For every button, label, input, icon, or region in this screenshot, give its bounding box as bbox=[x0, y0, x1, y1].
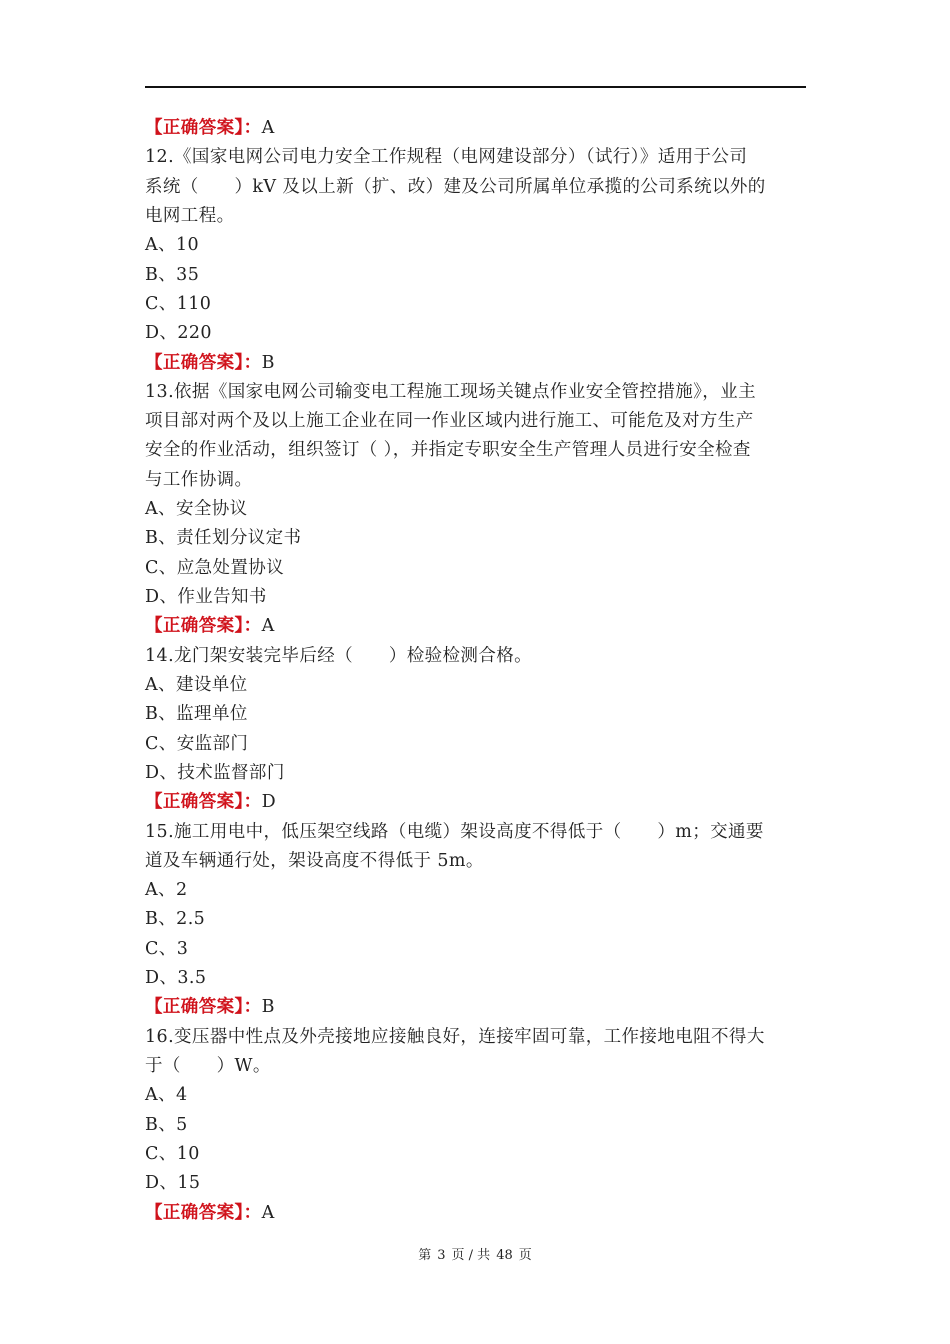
option-item: A、安全协议 bbox=[145, 499, 248, 520]
question-text: 电网工程。 bbox=[145, 205, 235, 226]
question-text: 安全的作业活动，组织签订（ ），并指定专职安全生产管理人员进行安全检查 bbox=[145, 440, 751, 461]
question-text: 于（ ）W。 bbox=[145, 1056, 271, 1076]
answer-label: 【正确答案】： bbox=[145, 1202, 262, 1223]
answer-value: B bbox=[261, 352, 275, 373]
question-text: 15.施工用电中，低压架空线路（电缆）架设高度不得低于（ ）m；交通要 bbox=[145, 821, 764, 842]
option-item: D、作业告知书 bbox=[145, 587, 267, 607]
option-item: C、应急处置协议 bbox=[145, 557, 285, 578]
question-text: 与工作协调。 bbox=[145, 469, 253, 490]
answer-line bbox=[145, 993, 810, 1022]
option-item: B、5 bbox=[145, 1114, 188, 1135]
answer-line bbox=[145, 788, 810, 817]
option-item: D、15 bbox=[145, 1173, 201, 1194]
option-item: B、责任划分议定书 bbox=[145, 528, 302, 549]
question-text: 16.变压器中性点及外壳接地应接触良好，连接牢固可靠，工作接地电阻不得大 bbox=[145, 1026, 765, 1047]
question-text: 14.龙门架安装完毕后经（ ）检验检测合格。 bbox=[145, 645, 533, 666]
option-item: B、监理单位 bbox=[145, 704, 248, 725]
footer-prefix: 第 bbox=[418, 1248, 432, 1263]
answer-line bbox=[145, 349, 810, 378]
footer-suffix: 页 bbox=[518, 1248, 532, 1263]
answer-label: 【正确答案】： bbox=[145, 792, 262, 813]
answer-value: A bbox=[261, 1202, 275, 1223]
answer-value: A bbox=[261, 118, 275, 138]
answer-label: 【正确答案】： bbox=[145, 616, 262, 637]
option-item: A、建设单位 bbox=[145, 674, 248, 695]
question-text: 13.依据《国家电网公司输变电工程施工现场关键点作业安全管控措施》，业主 bbox=[145, 381, 756, 402]
option-item: C、10 bbox=[145, 1143, 200, 1164]
option-item: B、35 bbox=[145, 264, 200, 285]
question-text: 项目部对两个及以上施工企业在同一作业区域内进行施工、可能危及对方生产 bbox=[145, 411, 754, 432]
answer-value: D bbox=[261, 792, 276, 813]
option-item: C、3 bbox=[145, 938, 189, 959]
option-item: A、2 bbox=[145, 880, 188, 901]
footer-mid: 页 / 共 bbox=[451, 1248, 491, 1263]
header-rule bbox=[145, 86, 806, 88]
answer-label: 【正确答案】： bbox=[145, 118, 262, 138]
option-item: A、4 bbox=[145, 1085, 188, 1106]
answer-value: B bbox=[261, 997, 275, 1018]
option-item: C、安监部门 bbox=[145, 733, 249, 754]
option-item: D、技术监督部门 bbox=[145, 762, 285, 783]
answer-label: 【正确答案】： bbox=[145, 352, 262, 373]
question-text: 12.《国家电网公司电力安全工作规程（电网建设部分）（试行）》适用于公司 bbox=[145, 147, 748, 168]
answer-line bbox=[145, 612, 810, 641]
answer-label: 【正确答案】： bbox=[145, 997, 262, 1018]
footer-page: 3 bbox=[437, 1248, 446, 1263]
option-item: D、3.5 bbox=[145, 968, 207, 989]
footer-total: 48 bbox=[496, 1248, 513, 1263]
answer-value: A bbox=[261, 616, 275, 637]
question-text: 系统（ ）kV 及以上新（扩、改）建及公司所属单位承揽的公司系统以外的 bbox=[145, 176, 766, 197]
page-footer bbox=[0, 1244, 950, 1263]
document-body bbox=[145, 114, 810, 1228]
question-text: 道及车辆通行处，架设高度不得低于 5m。 bbox=[145, 850, 484, 871]
option-item: D、220 bbox=[145, 323, 212, 344]
answer-line bbox=[145, 1199, 810, 1228]
option-item: B、2.5 bbox=[145, 909, 206, 930]
option-item: C、110 bbox=[145, 293, 212, 314]
option-item: A、10 bbox=[145, 235, 200, 256]
answer-line bbox=[145, 114, 810, 143]
